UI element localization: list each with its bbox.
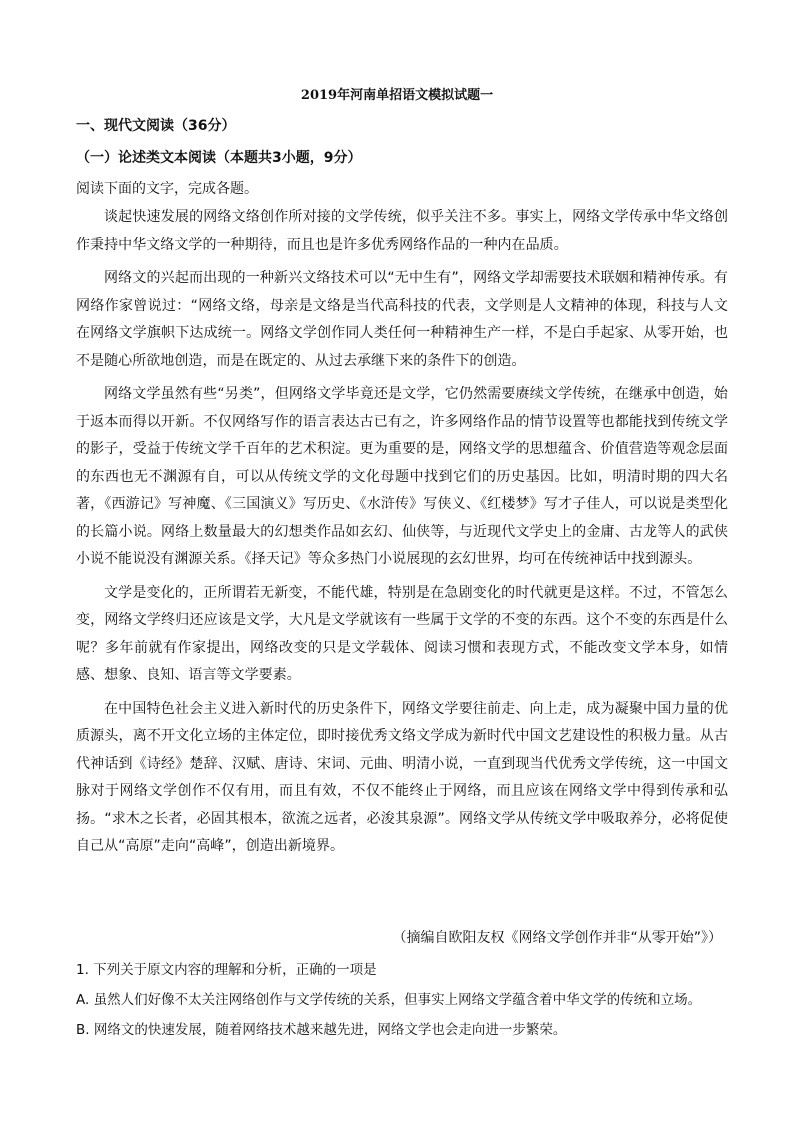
page-title: 2019年河南单招语文模拟试题一 [300,88,494,103]
article-body [76,204,728,867]
section-heading: 一、现代文阅读（36分） [76,118,236,134]
option-b: B. 网络文的快速发展，随着网络技术越来越先进，网络文学也会走向进一步繁荣。 [76,1022,567,1038]
reading-instruction: 阅读下面的文字，完成各题。 [76,181,258,197]
subsection-heading: （一）论述类文本阅读（本题共3小题，9分） [76,150,362,166]
option-a: A. 虽然人们好像不太关注网络创作与文学传统的关系，但事实上网络文学蕴含着中华文学的传统和立场。 [76,992,702,1008]
article-source: （摘编自欧阳友权《网络文学创作并非“从零开始”》） [392,930,722,946]
article-paragraph: 网络文学虽然有些“另类”，但网络文学毕竟还是文学，它仍然需要赓续文学传统，在继承中创造，始于返本而得以开新。不仅网络写作的语言表达古已有之，许多网络作品的情节设置等也都能找到传统文学的影子，受益于传统文学千百年的艺术积淀。更为重要的是，网络文学的思想蕴含、价值营造等观念层面的东西也无不渊源有自，可以从传统文学的文化母题中找到它们的历史基因。比如，明清时期的四大名著，《西游记》写神魔、《三国演义》写历史、《水浒传》写侠义、《红楼梦》写才子佳人，可以说是类型化的长篇小说。网络上数量最大的幻想类作品如玄幻、仙侠等，与近现代文学史上的金庸、古龙等人的武侠小说不能说没有渊源关系。《择天记》等众多热门小说展现的玄幻世界，均可在传统神话中找到源头。 [76,386,728,567]
article-paragraph: 谈起快速发展的网络文络创作所对接的文学传统，似乎关注不多。事实上，网络文学传承中华文络创作秉持中华文络文学的一种期待，而且也是许多优秀网络作品的一种内在品质。 [76,209,728,253]
article-paragraph: 在中国特色社会主义进入新时代的历史条件下，网络文学要往前走、向上走，成为凝聚中国力量的优质源头，离不开文化立场的主体定位，即时接优秀文络文学成为新时代中国文艺建设性的积极力量。从古代神话到《诗经》楚辞、汉赋、唐诗、宋词、元曲、明清小说，一直到现当代优秀文学传统，这一中国文脉对于网络文学创作不仅有用，而且有效，不仅不能终止于网络，而且应该在网络文学中得到传承和弘扬。“求木之长者，必固其根本，欲流之远者，必浚其泉源”。网络文学从传统文学中吸取养分，必将促使自己从“高原”走向“高峰”，创造出新境界。 [76,700,728,854]
article-paragraph: 网络文的兴起而出现的一种新兴文络技术可以“无中生有”，网络文学却需要技术联姻和精神传承。有网络作家曾说过：“网络文络，母亲是文络是当代高科技的代表，文学则是人文精神的体现，科技与人文在网络文学旗帜下达成统一。网络文学创作同人类任何一种精神生产一样，不是白手起家、从零开始，也不是随心所欲地创造，而是在既定的、从过去承继下来的条件下的创造。 [76,270,728,369]
article-paragraph: 文学是变化的，正所谓若无新变，不能代雄，特别是在急剧变化的时代就更是这样。不过，不管怎么变，网络文学终归还应该是文学，大凡是文学就该有一些属于文学的不变的东西。这个不变的东西是什么呢？多年前就有作家提出，网络改变的只是文学载体、阅读习惯和表现方式，不能改变文学本身，如情感、想象、良知、语言等文学要素。 [76,584,728,683]
question-1: 1. 下列关于原文内容的理解和分析，正确的一项是 [76,962,377,978]
